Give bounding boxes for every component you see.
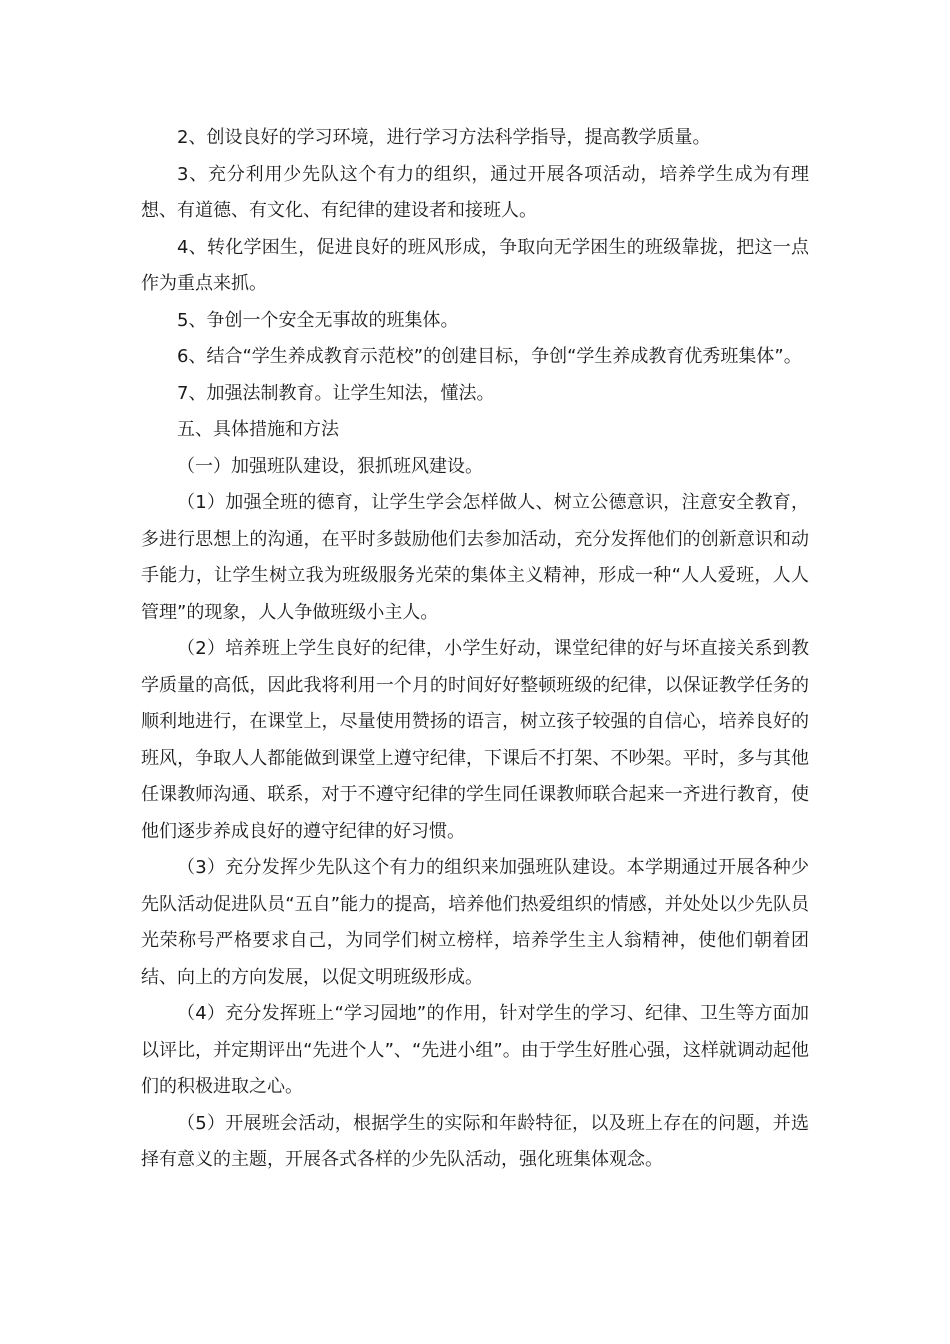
paragraph-measure-5: （5）开展班会活动，根据学生的实际和年龄特征，以及班上存在的问题，并选择有意义的主题，开展各式各样的少先队活动，强化班集体观念。 <box>141 1112 809 1170</box>
paragraph-measure-4: （4）充分发挥班上“学习园地”的作用，针对学生的学习、纪律、卫生等方面加以评比，并定期评出“先进个人”、“先进小组”。由于学生好胜心强，这样就调动起他们的积极进取之心。 <box>141 1003 809 1097</box>
subsection-heading: （一）加强班队建设，狠抓班风建设。 <box>177 455 483 477</box>
document-body <box>141 120 809 1179</box>
paragraph-goal-3: 3、充分利用少先队这个有力的组织，通过开展各项活动，培养学生成为有理想、有道德、有文化、有纪律的建设者和接班人。 <box>141 163 809 221</box>
paragraph-goal-4: 4、转化学困生，促进良好的班风形成，争取向无学困生的班级靠拢，把这一点作为重点来抓。 <box>141 236 809 294</box>
paragraph-measure-1: （1）加强全班的德育，让学生学会怎样做人、树立公德意识，注意安全教育，多进行思想上的沟通，在平时多鼓励他们去参加活动，充分发挥他们的创新意识和动手能力，让学生树立我为班级服务光荣的集体主义精神，形成一种“人人爱班，人人管理”的现象，人人争做班级小主人。 <box>141 492 809 623</box>
paragraph-measure-2: （2）培养班上学生良好的纪律，小学生好动，课堂纪律的好与坏直接关系到教学质量的高低，因此我将利用一个月的时间好好整顿班级的纪律，以保证教学任务的顺利地进行，在课堂上，尽量使用赞扬的语言，树立孩子较强的自信心，培养良好的班风，争取人人都能做到课堂上遵守纪律，下课后不打架、不吵架。平时，多与其他任课教师沟通、联系，对于不遵守纪律的学生同任课教师联合起来一齐进行教育，使他们逐步养成良好的遵守纪律的好习惯。 <box>141 638 809 842</box>
paragraph-goal-5: 5、争创一个安全无事故的班集体。 <box>177 309 459 331</box>
paragraph-goal-6: 6、结合“学生养成教育示范校”的创建目标，争创“学生养成教育优秀班集体”。 <box>177 346 802 367</box>
paragraph-goal-7: 7、加强法制教育。让学生知法，懂法。 <box>177 382 495 404</box>
paragraph-goal-2: 2、创设良好的学习环境，进行学习方法科学指导，提高教学质量。 <box>177 127 711 148</box>
paragraph-measure-3: （3）充分发挥少先队这个有力的组织来加强班队建设。本学期通过开展各种少先队活动促进队员“五自”能力的提高，培养他们热爱组织的情感，并处处以少先队员光荣称号严格要求自己，为同学们树立榜样，培养学生主人翁精神，使他们朝着团结、向上的方向发展，以促文明班级形成。 <box>141 857 809 988</box>
section-heading: 五、具体措施和方法 <box>177 419 339 440</box>
